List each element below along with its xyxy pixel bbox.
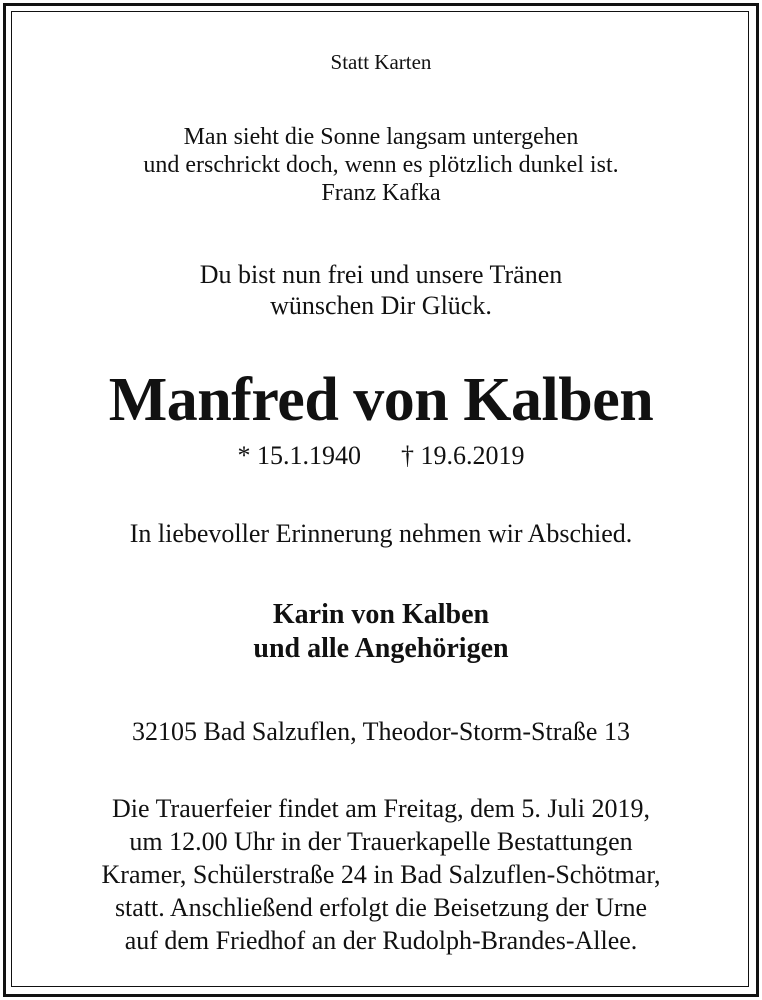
address-text: 32105 Bad Salzuflen, Theodor-Storm-Straße 13 — [132, 717, 630, 746]
ceremony-line-3: Kramer, Schülerstraße 24 in Bad Salzuflen-Schötmar, — [101, 860, 661, 889]
quote-line-1: Man sieht die Sonne langsam untergehen — [183, 124, 579, 150]
deceased-name: Manfred von Kalben — [108, 366, 654, 434]
ceremony-line-2: um 12.00 Uhr in der Trauerkapelle Bestattungen — [129, 827, 633, 856]
ceremony-line-5: auf dem Friedhof an der Rudolph-Brandes-Allee. — [124, 926, 638, 955]
farewell-line-2: wünschen Dir Glück. — [270, 291, 492, 320]
family-signature — [0, 598, 762, 666]
farewell-verse — [0, 259, 762, 321]
ceremony-line-1: Die Trauerfeier findet am Freitag, dem 5. Juli 2019, — [112, 794, 650, 823]
family-line-1: Karin von Kalben — [272, 599, 490, 630]
life-dates — [0, 440, 762, 472]
intro-text: Statt Karten — [330, 50, 432, 74]
quote-line-2: und erschrickt doch, wenn es plötzlich dunkel ist. — [143, 152, 619, 178]
family-line-2: und alle Angehörigen — [253, 633, 509, 664]
remembrance-text: In liebevoller Erinnerung nehmen wir Abschied. — [129, 519, 633, 548]
death-date: † 19.6.2019 — [401, 441, 525, 470]
farewell-line-1: Du bist nun frei und unsere Tränen — [199, 260, 563, 289]
ceremony-line-4: statt. Anschließend erfolgt die Beisetzung der Urne — [114, 893, 648, 922]
quote-author: Franz Kafka — [321, 180, 441, 206]
kafka-quote — [0, 123, 762, 207]
birth-date: * 15.1.1940 — [237, 441, 361, 470]
ceremony-details — [0, 792, 762, 957]
